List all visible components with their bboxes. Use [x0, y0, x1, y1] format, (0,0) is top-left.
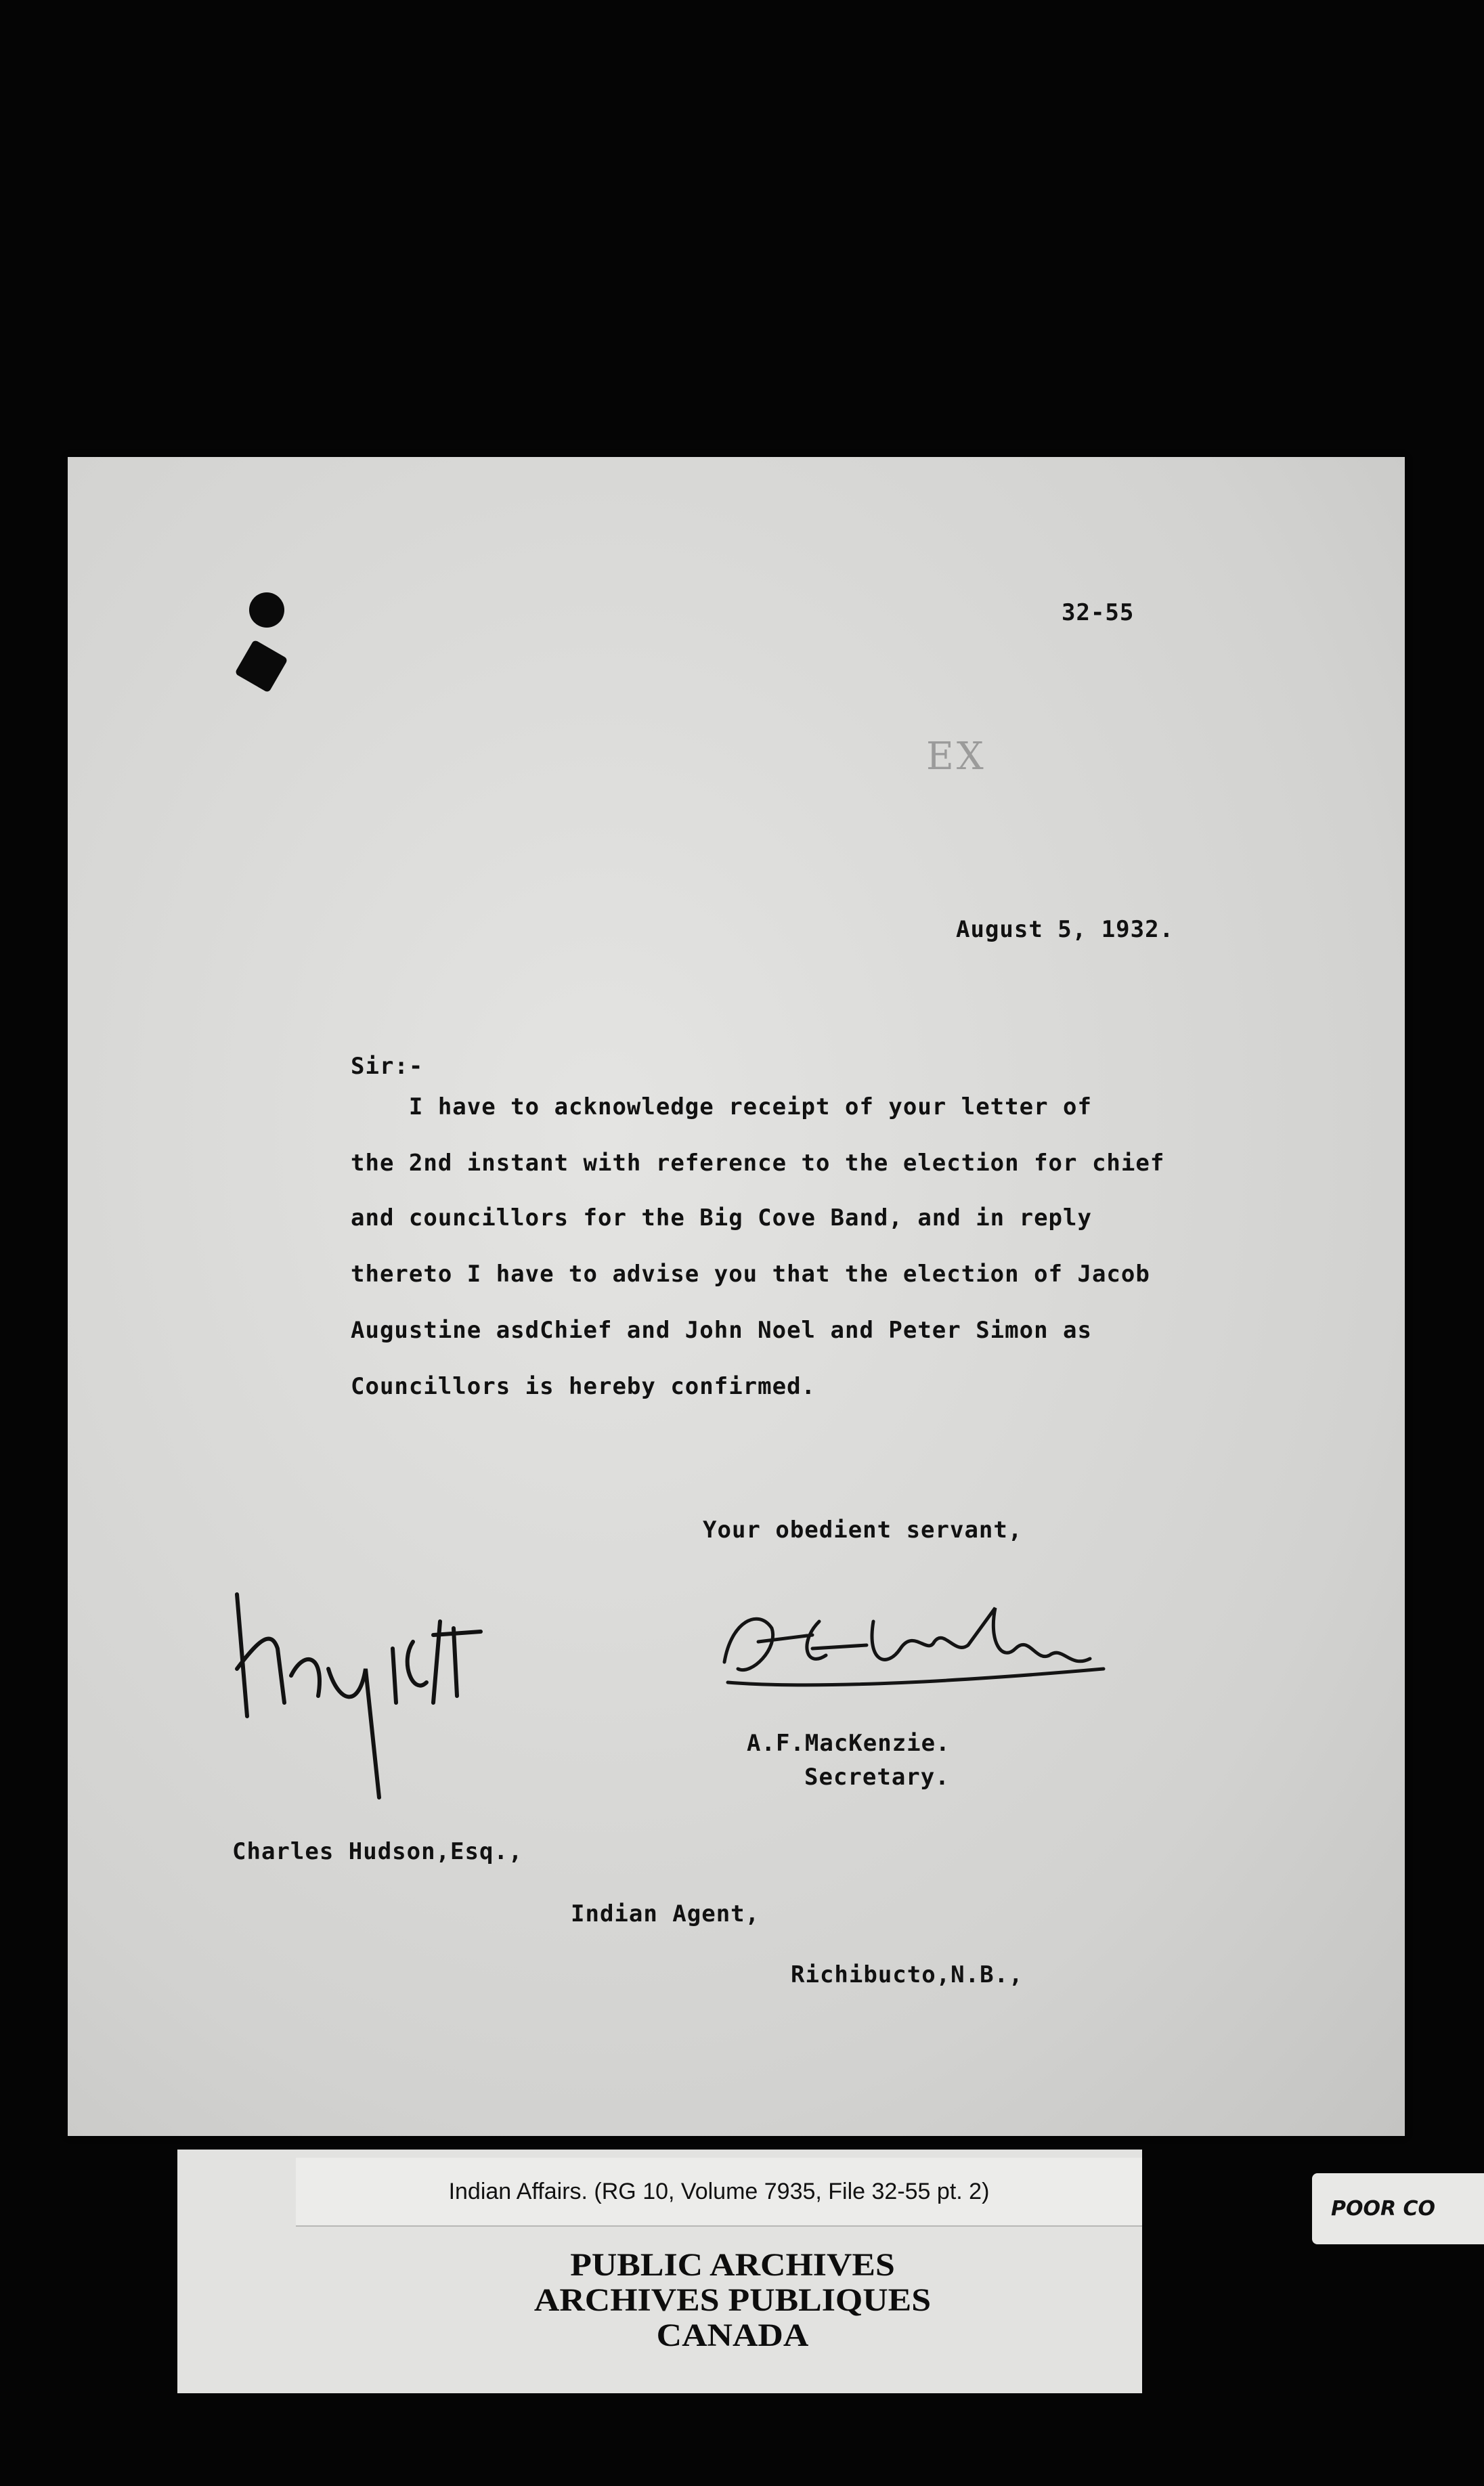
- body-line: thereto I have to advise you that the election of Jacob: [351, 1261, 1150, 1288]
- archive-line: PUBLIC ARCHIVES: [570, 2247, 895, 2283]
- address-line: Indian Agent,: [571, 1900, 760, 1927]
- registry-stamp: EX: [926, 735, 986, 779]
- secretary-signature: [711, 1581, 1131, 1716]
- letter-date: August 5, 1932.: [956, 916, 1175, 943]
- archive-name: [462, 2248, 1003, 2353]
- body-line: Councillors is hereby confirmed.: [351, 1373, 816, 1400]
- body-line: Augustine asdChief and John Noel and Peter Simon as: [351, 1317, 1092, 1344]
- signatory-title: Secretary.: [804, 1764, 950, 1791]
- letter-sheet: [68, 457, 1405, 2136]
- file-number: 32-55: [1062, 599, 1135, 626]
- condition-tag: POOR CO: [1312, 2173, 1484, 2244]
- archive-label: [177, 2150, 1142, 2393]
- initials-signature: [210, 1567, 562, 1825]
- punch-hole: [234, 639, 288, 693]
- body-line: and councillors for the Big Cove Band, and in reply: [351, 1204, 1092, 1231]
- punch-hole: [249, 592, 284, 628]
- closing: Your obedient servant,: [703, 1517, 1023, 1544]
- signatory-name: A.F.MacKenzie.: [747, 1730, 951, 1757]
- archive-line: CANADA: [656, 2317, 809, 2353]
- body-line: the 2nd instant with reference to the election for chief: [351, 1150, 1165, 1177]
- address-line: Richibucto,N.B.,: [791, 1961, 1024, 1988]
- archive-reference: Indian Affairs. (RG 10, Volume 7935, File 32-55 pt. 2): [296, 2158, 1142, 2227]
- address-line: Charles Hudson,Esq.,: [232, 1838, 523, 1865]
- archive-line: ARCHIVES PUBLIQUES: [533, 2282, 932, 2318]
- body-line: I have to acknowledge receipt of your letter of: [351, 1093, 1092, 1120]
- salutation: Sir:-: [351, 1053, 424, 1080]
